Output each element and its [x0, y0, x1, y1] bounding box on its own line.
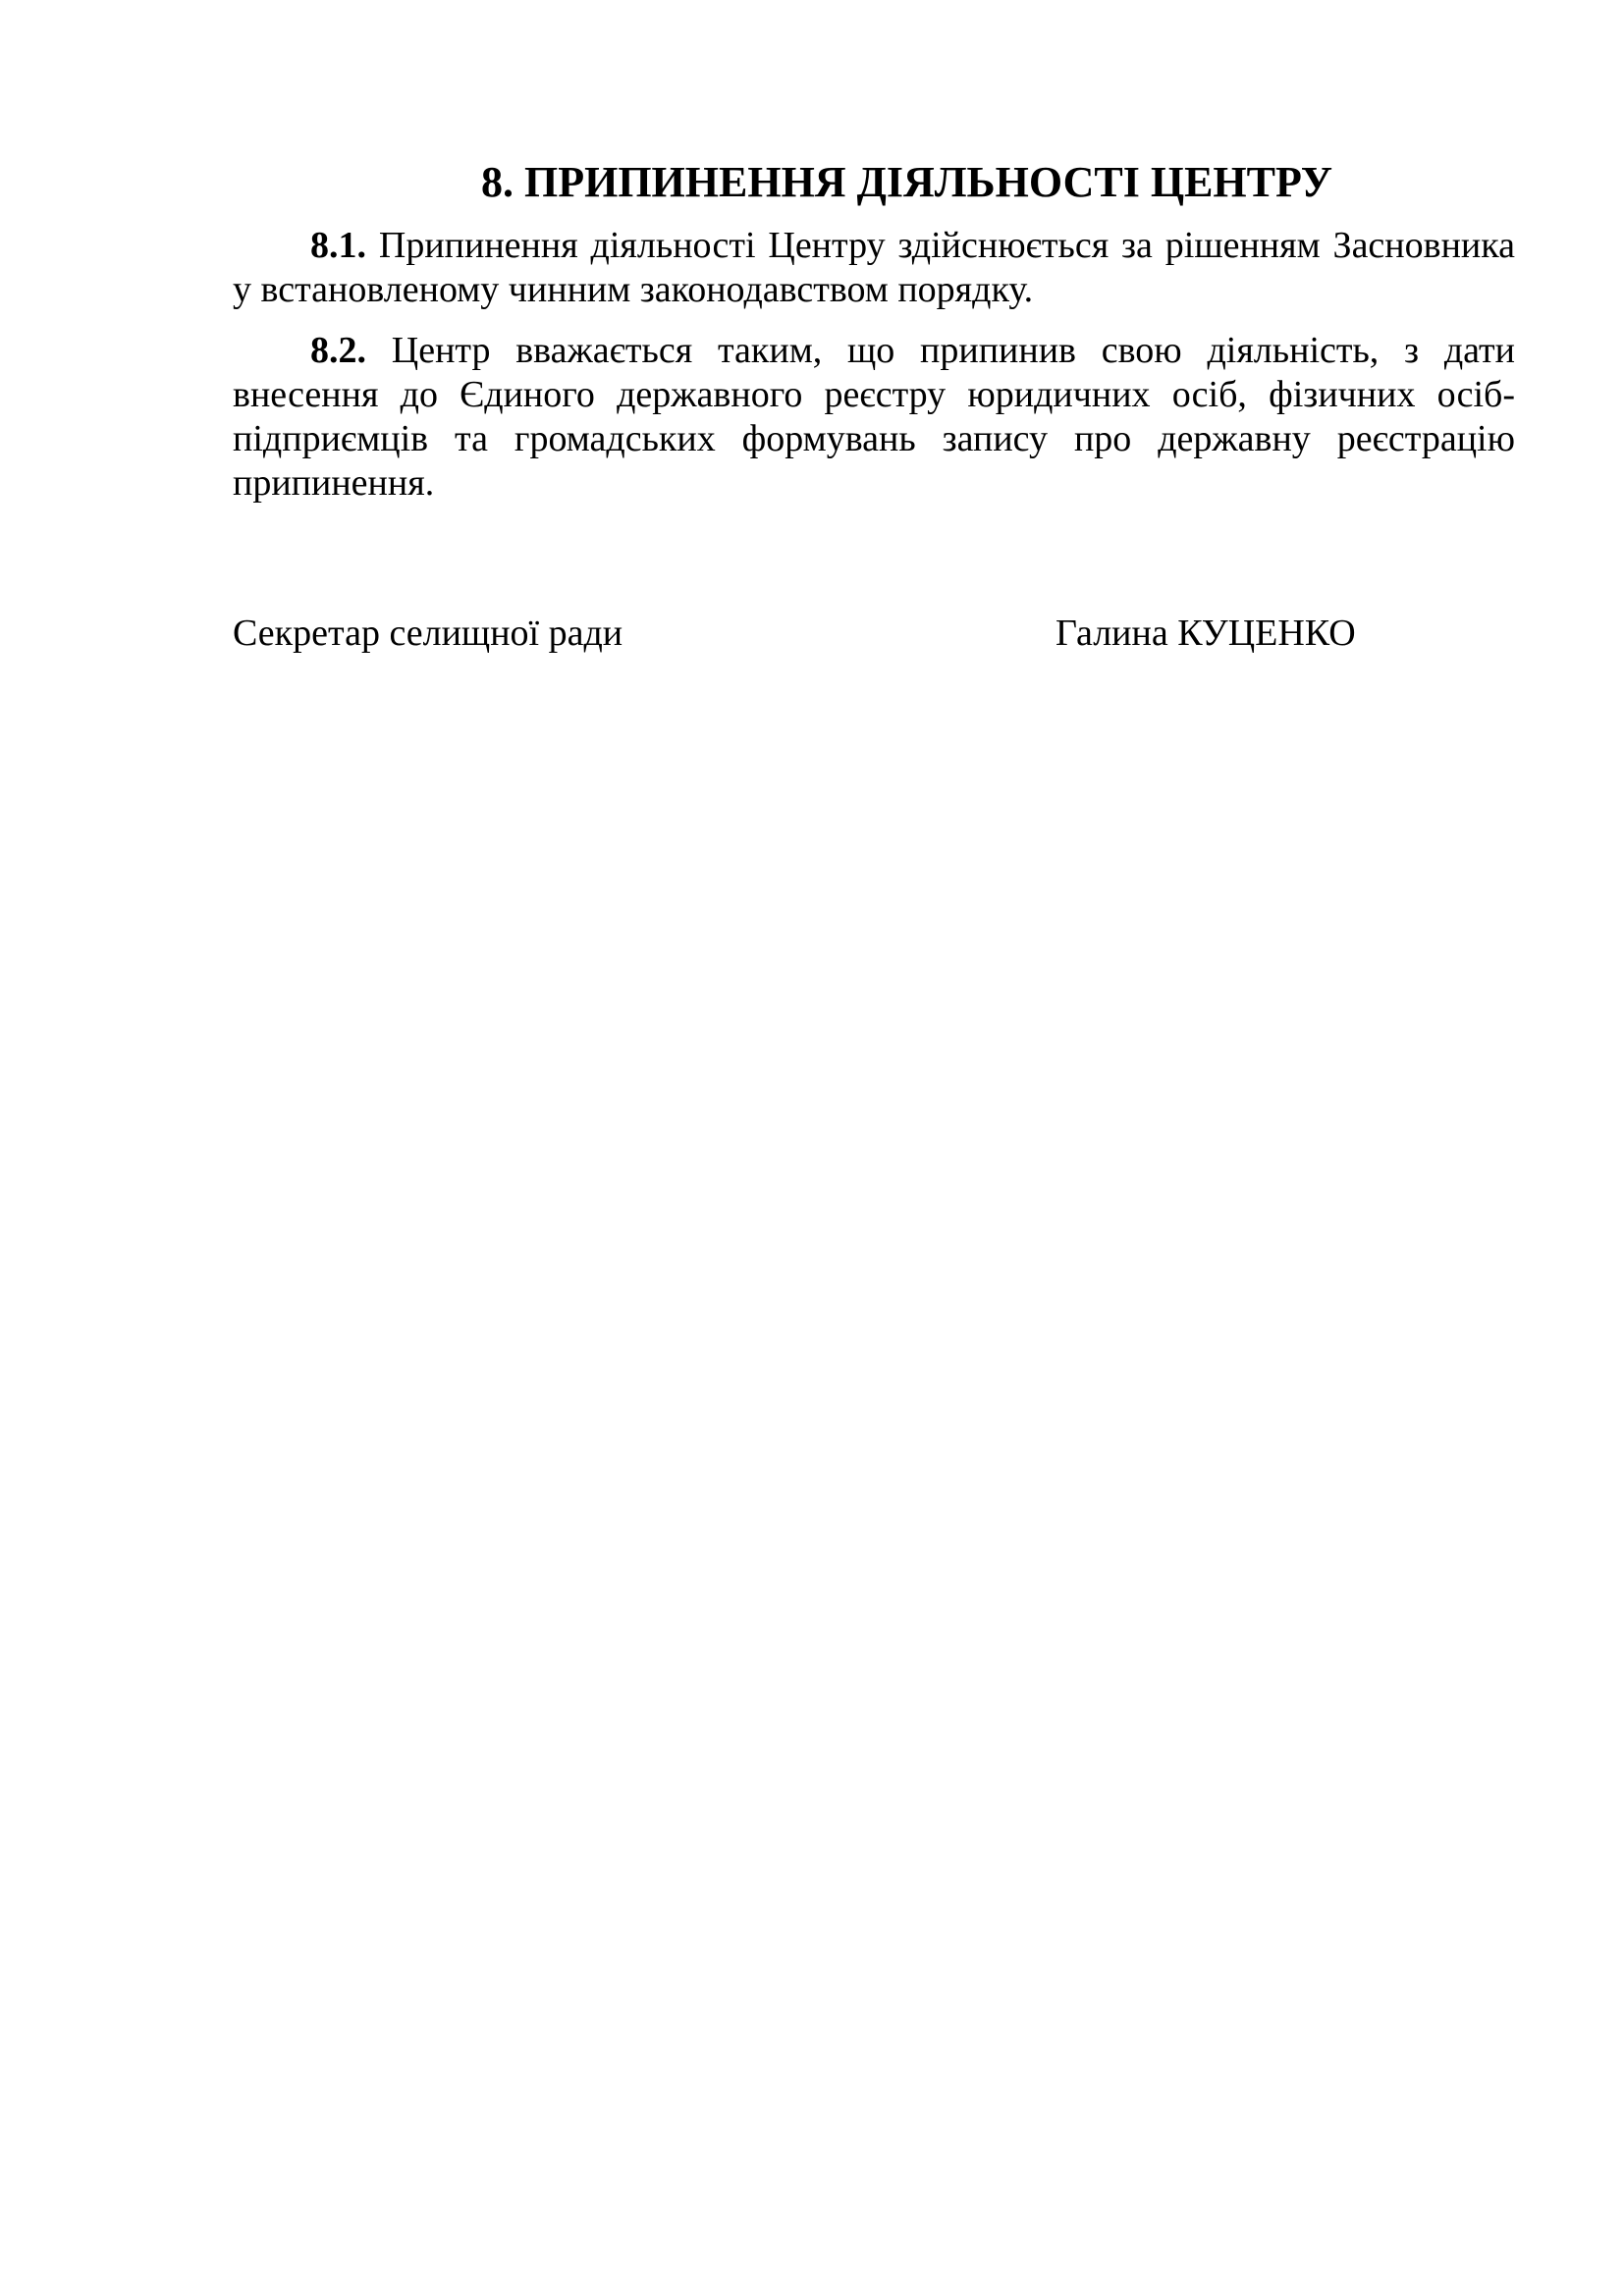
section-title: 8. ПРИПИНЕННЯ ДІЯЛЬНОСТІ ЦЕНТРУ	[481, 158, 1333, 206]
document-body	[233, 147, 1515, 506]
signature-block	[233, 609, 1515, 658]
paragraph-number: 8.1.	[310, 225, 366, 266]
paragraph-text: Центр вважається таким, що припинив свою діяльність, з дати внесення до Єдиного державного реєстру юридичних осіб, фізичних осіб-підприємців та громадських формувань запису про державну реєстрацію припинення.	[233, 330, 1515, 504]
paragraph-text: Припинення діяльності Центру здійснюється за рішенням Засновника у встановленому чинним законодавством порядку.	[233, 225, 1516, 310]
paragraph-8-1	[233, 224, 1515, 312]
paragraph-number: 8.2.	[310, 330, 366, 371]
signature-name: Галина КУЦЕНКО	[1056, 613, 1356, 654]
signature-role: Секретар селищної ради	[233, 613, 623, 654]
paragraph-8-2	[233, 329, 1515, 506]
